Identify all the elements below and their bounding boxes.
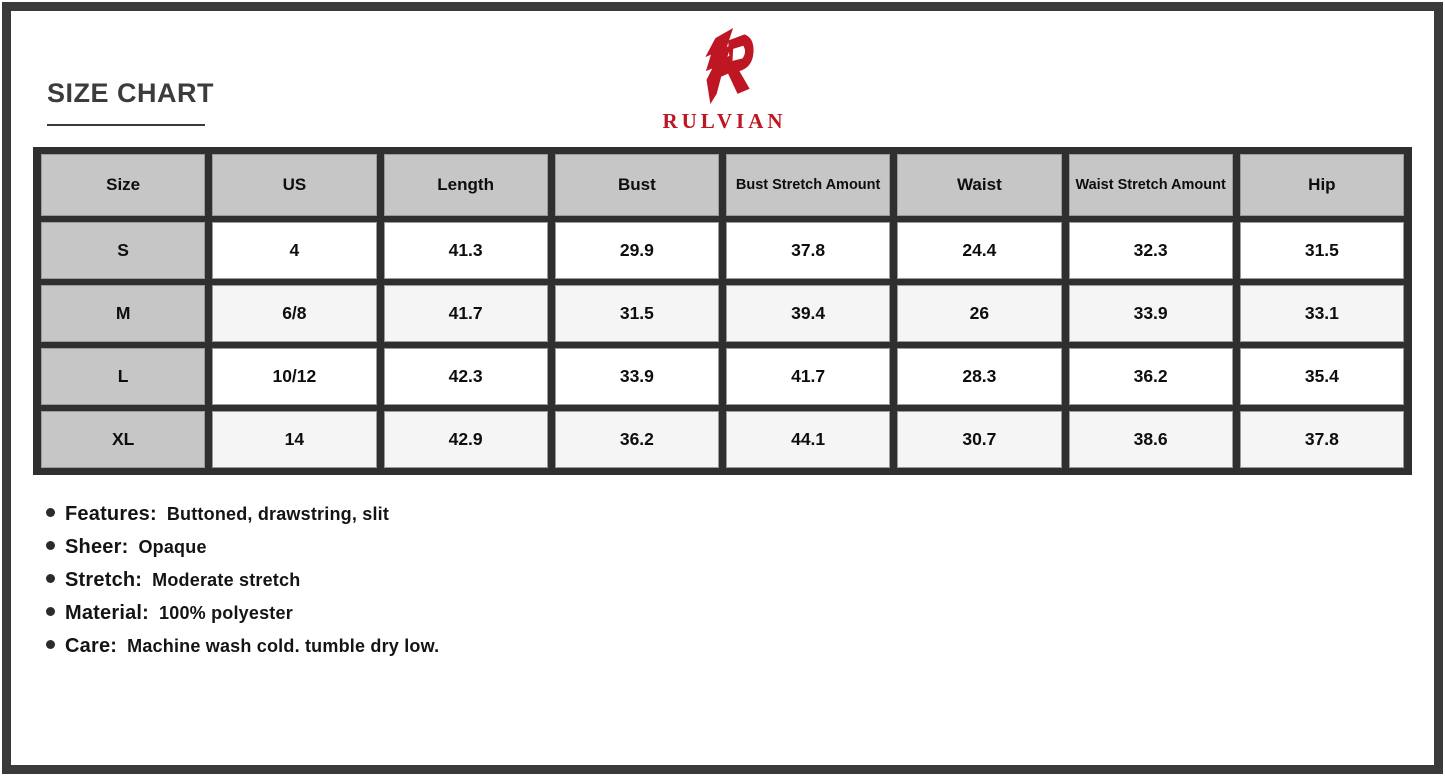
page-title: SIZE CHART <box>47 78 214 108</box>
data-cell: 6/8 <box>212 285 376 342</box>
size-label-cell: L <box>41 348 205 405</box>
data-cell: 38.6 <box>1069 411 1233 468</box>
bullet-icon <box>46 541 55 550</box>
bullet-icon <box>46 574 55 583</box>
detail-label: Stretch: <box>65 569 143 591</box>
detail-label: Features: <box>65 503 157 525</box>
data-cell: 33.1 <box>1240 285 1404 342</box>
data-cell: 33.9 <box>555 348 719 405</box>
table-row-l <box>41 348 1404 405</box>
detail-item-sheer <box>46 536 439 559</box>
data-cell: 37.8 <box>1240 411 1404 468</box>
bullet-icon <box>46 640 55 649</box>
column-header-hip: Hip <box>1240 154 1404 216</box>
detail-value: Machine wash cold. tumble dry low. <box>127 636 440 656</box>
data-cell: 14 <box>212 411 376 468</box>
detail-value: Opaque <box>138 537 207 557</box>
column-header-waist: Waist <box>897 154 1061 216</box>
brand-r-mark-icon <box>691 28 755 104</box>
data-cell: 42.9 <box>384 411 548 468</box>
bullet-icon <box>46 508 55 517</box>
data-cell: 36.2 <box>1069 348 1233 405</box>
data-cell: 28.3 <box>897 348 1061 405</box>
detail-label: Material: <box>65 602 150 624</box>
column-header-length: Length <box>384 154 548 216</box>
data-cell: 41.3 <box>384 222 548 279</box>
data-cell: 26 <box>897 285 1061 342</box>
data-cell: 10/12 <box>212 348 376 405</box>
data-cell: 30.7 <box>897 411 1061 468</box>
table-row-xl <box>41 411 1404 468</box>
size-label-cell: M <box>41 285 205 342</box>
details-list <box>46 503 439 668</box>
data-cell: 32.3 <box>1069 222 1233 279</box>
detail-item-stretch <box>46 569 439 592</box>
detail-item-material <box>46 602 439 625</box>
brand-wordmark: RULVIAN <box>662 109 787 133</box>
data-cell: 37.8 <box>726 222 890 279</box>
detail-item-care <box>46 635 439 658</box>
detail-value: Moderate stretch <box>152 570 301 590</box>
data-cell: 31.5 <box>1240 222 1404 279</box>
data-cell: 41.7 <box>726 348 890 405</box>
data-cell: 36.2 <box>555 411 719 468</box>
header-row <box>41 154 1404 216</box>
column-header-waist-stretch-amount: Waist Stretch Amount <box>1069 154 1233 216</box>
data-cell: 35.4 <box>1240 348 1404 405</box>
data-cell: 29.9 <box>555 222 719 279</box>
size-chart-table <box>33 147 1412 475</box>
table-row-s <box>41 222 1404 279</box>
size-label-cell: XL <box>41 411 205 468</box>
table-row-m <box>41 285 1404 342</box>
data-cell: 4 <box>212 222 376 279</box>
data-cell: 42.3 <box>384 348 548 405</box>
data-cell: 31.5 <box>555 285 719 342</box>
data-cell: 24.4 <box>897 222 1061 279</box>
column-header-size: Size <box>41 154 205 216</box>
bullet-icon <box>46 607 55 616</box>
column-header-bust: Bust <box>555 154 719 216</box>
detail-value: Buttoned, drawstring, slit <box>166 504 390 524</box>
column-header-bust-stretch-amount: Bust Stretch Amount <box>726 154 890 216</box>
detail-item-features <box>46 503 439 526</box>
data-cell: 41.7 <box>384 285 548 342</box>
data-cell: 44.1 <box>726 411 890 468</box>
detail-value: 100% polyester <box>159 603 293 623</box>
data-cell: 33.9 <box>1069 285 1233 342</box>
data-cell: 39.4 <box>726 285 890 342</box>
detail-label: Care: <box>65 635 118 657</box>
size-label-cell: S <box>41 222 205 279</box>
brand-logo <box>0 28 1445 134</box>
detail-label: Sheer: <box>65 536 129 558</box>
column-header-us: US <box>212 154 376 216</box>
